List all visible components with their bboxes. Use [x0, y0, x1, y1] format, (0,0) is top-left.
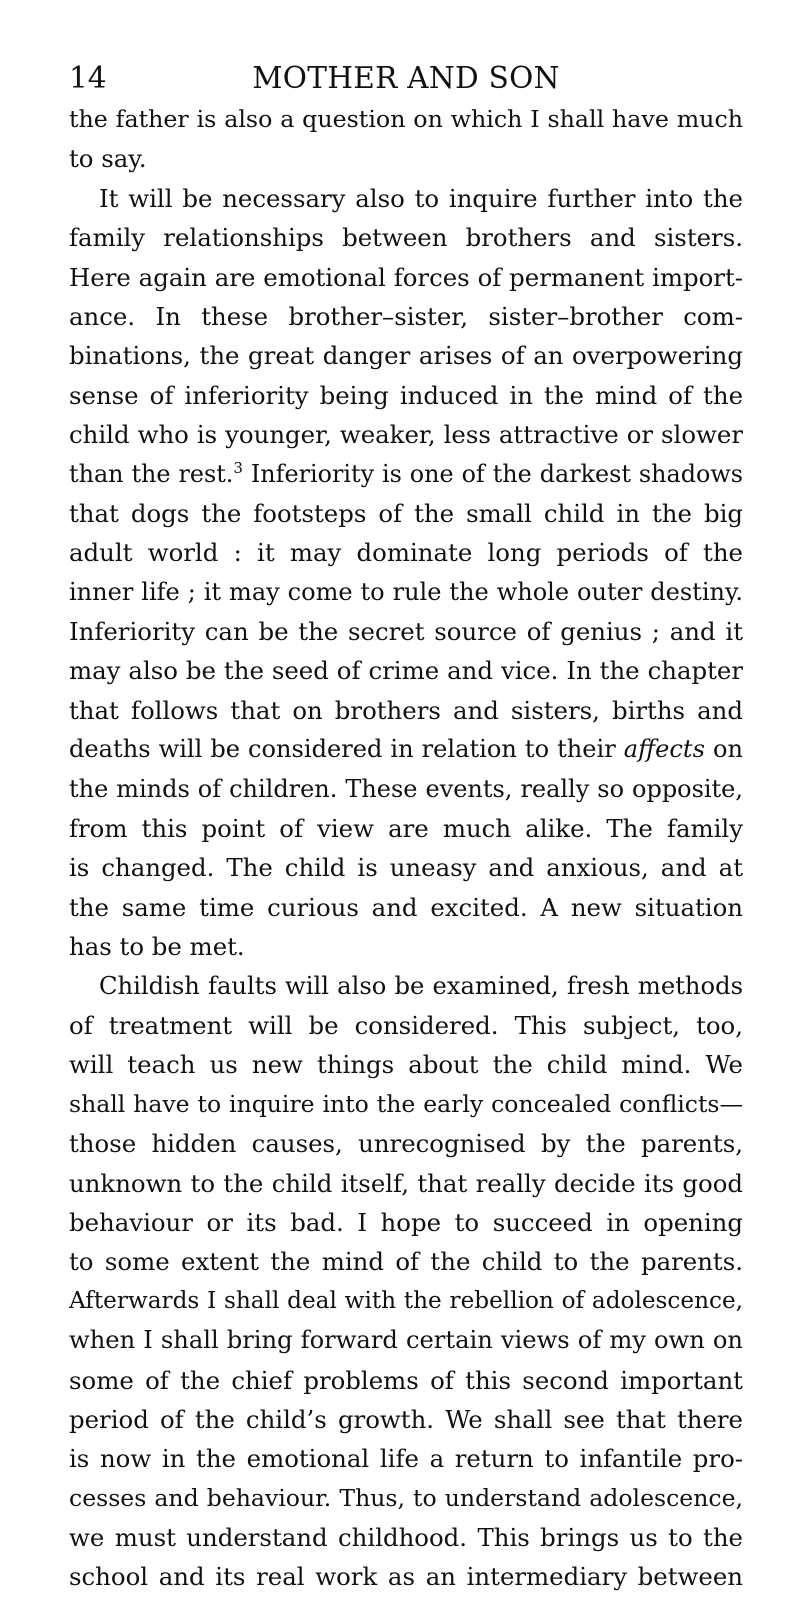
text-line: child who is younger, weaker, less attractive or slower — [69, 420, 743, 450]
text-line: that follows that on brothers and sisters, births and — [69, 695, 743, 725]
running-title: MOTHER AND SON — [252, 61, 560, 95]
footnote-marker: 3 — [233, 458, 243, 477]
text-line: period of the child’s growth. We shall see that there — [69, 1404, 743, 1434]
text-line — [69, 730, 743, 769]
text-line: that dogs the footsteps of the small child in the big — [69, 498, 743, 528]
text-segment: on — [704, 735, 743, 764]
text-line: some of the chief problems of this second important — [69, 1365, 743, 1395]
text-line: the same time curious and excited. A new situation — [69, 892, 743, 922]
text-line — [69, 455, 743, 494]
text-line: Childish faults will also be examined, fresh methods — [99, 971, 743, 1000]
text-line: It will be necessary also to inquire further into the — [99, 183, 743, 213]
text-segment: than the rest. — [69, 459, 234, 488]
text-line: Here again are emotional forces of permanent import- — [69, 262, 743, 292]
text-line: cesses and behaviour. Thus, to understand adolescence, — [69, 1483, 743, 1512]
text-line: to some extent the mind of the child to the parents. — [69, 1247, 743, 1277]
text-line: inner life ; it may come to rule the whole outer destiny. — [69, 577, 743, 606]
text-line: when I shall bring forward certain views of my own on — [69, 1326, 743, 1355]
text-line: is changed. The child is uneasy and anxious, and at — [69, 853, 743, 883]
text-line: binations, the great danger arises of an overpowering — [69, 341, 743, 371]
text-line: behaviour or its bad. I hope to succeed in opening — [69, 1207, 743, 1237]
text-line: ance. In these brother–sister, sister–brother com- — [69, 301, 743, 331]
text-line: the father is also a question on which I shall have much — [69, 105, 743, 133]
text-line: is now in the emotional life a return to infantile pro- — [69, 1444, 743, 1474]
text-line: may also be the seed of crime and vice. In the chapter — [69, 656, 743, 686]
page-number: 14 — [69, 61, 107, 95]
text-line: family relationships between brothers and sisters. — [69, 223, 743, 253]
text-line: shall have to inquire into the early concealed conflicts— — [69, 1089, 743, 1118]
text-line: the minds of children. These events, really so opposite, — [69, 774, 743, 803]
text-line: we must understand childhood. This brings us to the — [69, 1523, 743, 1553]
text-line: Inferiority can be the secret source of genius ; and it — [69, 617, 743, 647]
running-head — [69, 58, 743, 98]
text-line: those hidden causes, unrecognised by the parents, — [69, 1129, 743, 1159]
text-line: has to be met. — [69, 932, 245, 962]
body-text — [69, 100, 743, 1597]
text-segment: deaths will be considered in relation to their — [69, 735, 624, 764]
text-line: sense of inferiority being induced in the mind of the — [69, 380, 743, 410]
text-segment: Inferiority is one of the darkest shadows — [242, 459, 743, 488]
text-line: will teach us new things about the child mind. We — [69, 1050, 743, 1080]
text-line: of treatment will be considered. This subject, too, — [69, 1010, 743, 1040]
text-line: to say. — [69, 144, 147, 174]
text-line: unknown to the child itself, that really decide its good — [69, 1168, 743, 1198]
text-line: Afterwards I shall deal with the rebellion of adolescence, — [69, 1287, 743, 1314]
emphasized-word: affects — [623, 735, 705, 764]
text-line: adult world : it may dominate long periods of the — [69, 538, 743, 568]
text-line: school and its real work as an intermediary between — [69, 1562, 743, 1592]
text-line: from this point of view are much alike. The family — [69, 814, 743, 844]
